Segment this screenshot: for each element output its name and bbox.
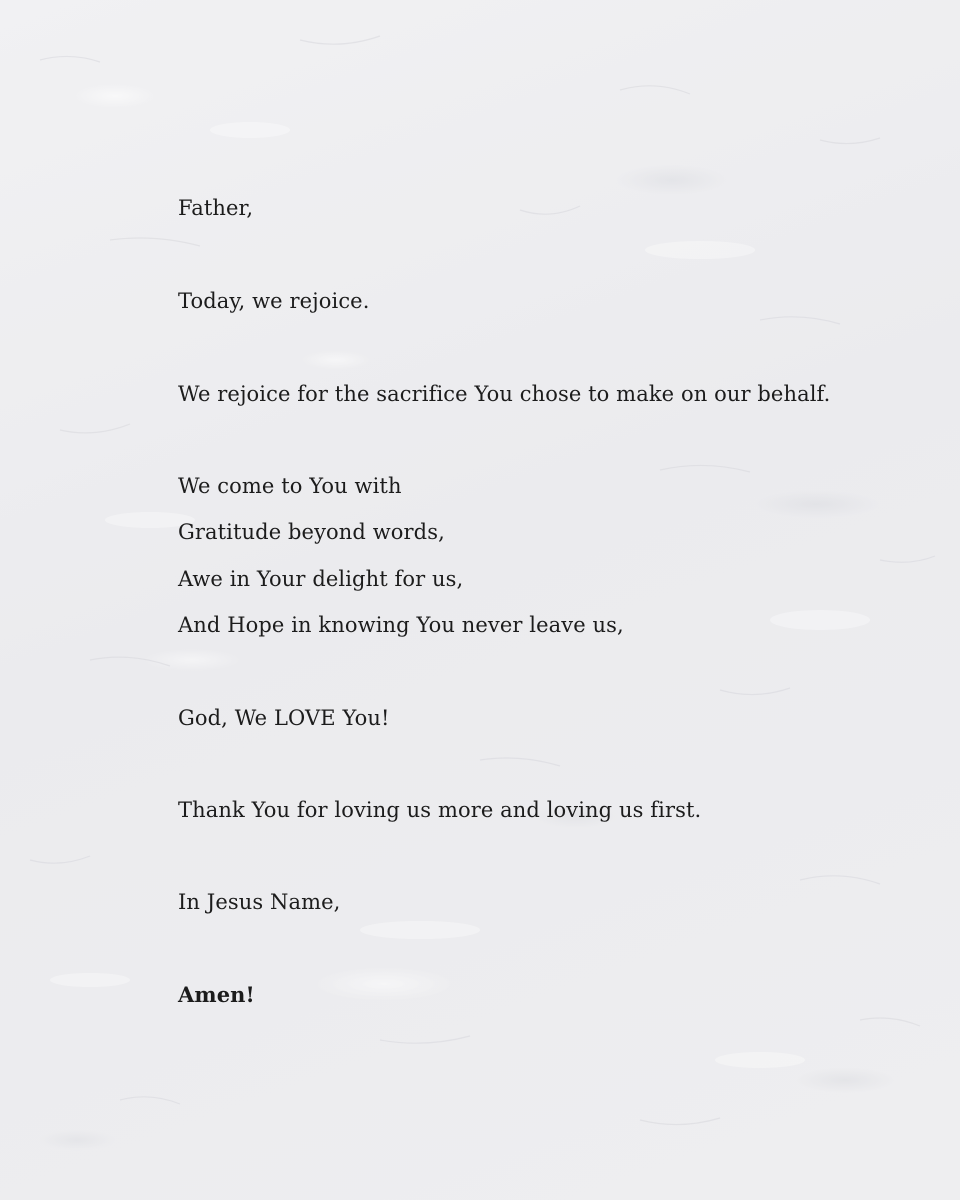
stanza-line: And Hope in knowing You never leave us, bbox=[178, 613, 624, 637]
stanza-line: We come to You with bbox=[178, 474, 402, 498]
line-love: God, We LOVE You! bbox=[178, 706, 390, 730]
stanza-line: Awe in Your delight for us, bbox=[178, 567, 464, 591]
closing: In Jesus Name, bbox=[178, 890, 341, 914]
line-today: Today, we rejoice. bbox=[178, 289, 370, 313]
amen: Amen! bbox=[178, 982, 255, 1007]
stanza-line: Gratitude beyond words, bbox=[178, 520, 445, 544]
line-thanks: Thank You for loving us more and loving us first. bbox=[178, 798, 702, 822]
greeting: Father, bbox=[178, 196, 254, 220]
line-rejoice: We rejoice for the sacrifice You chose to make on our behalf. bbox=[178, 382, 831, 406]
